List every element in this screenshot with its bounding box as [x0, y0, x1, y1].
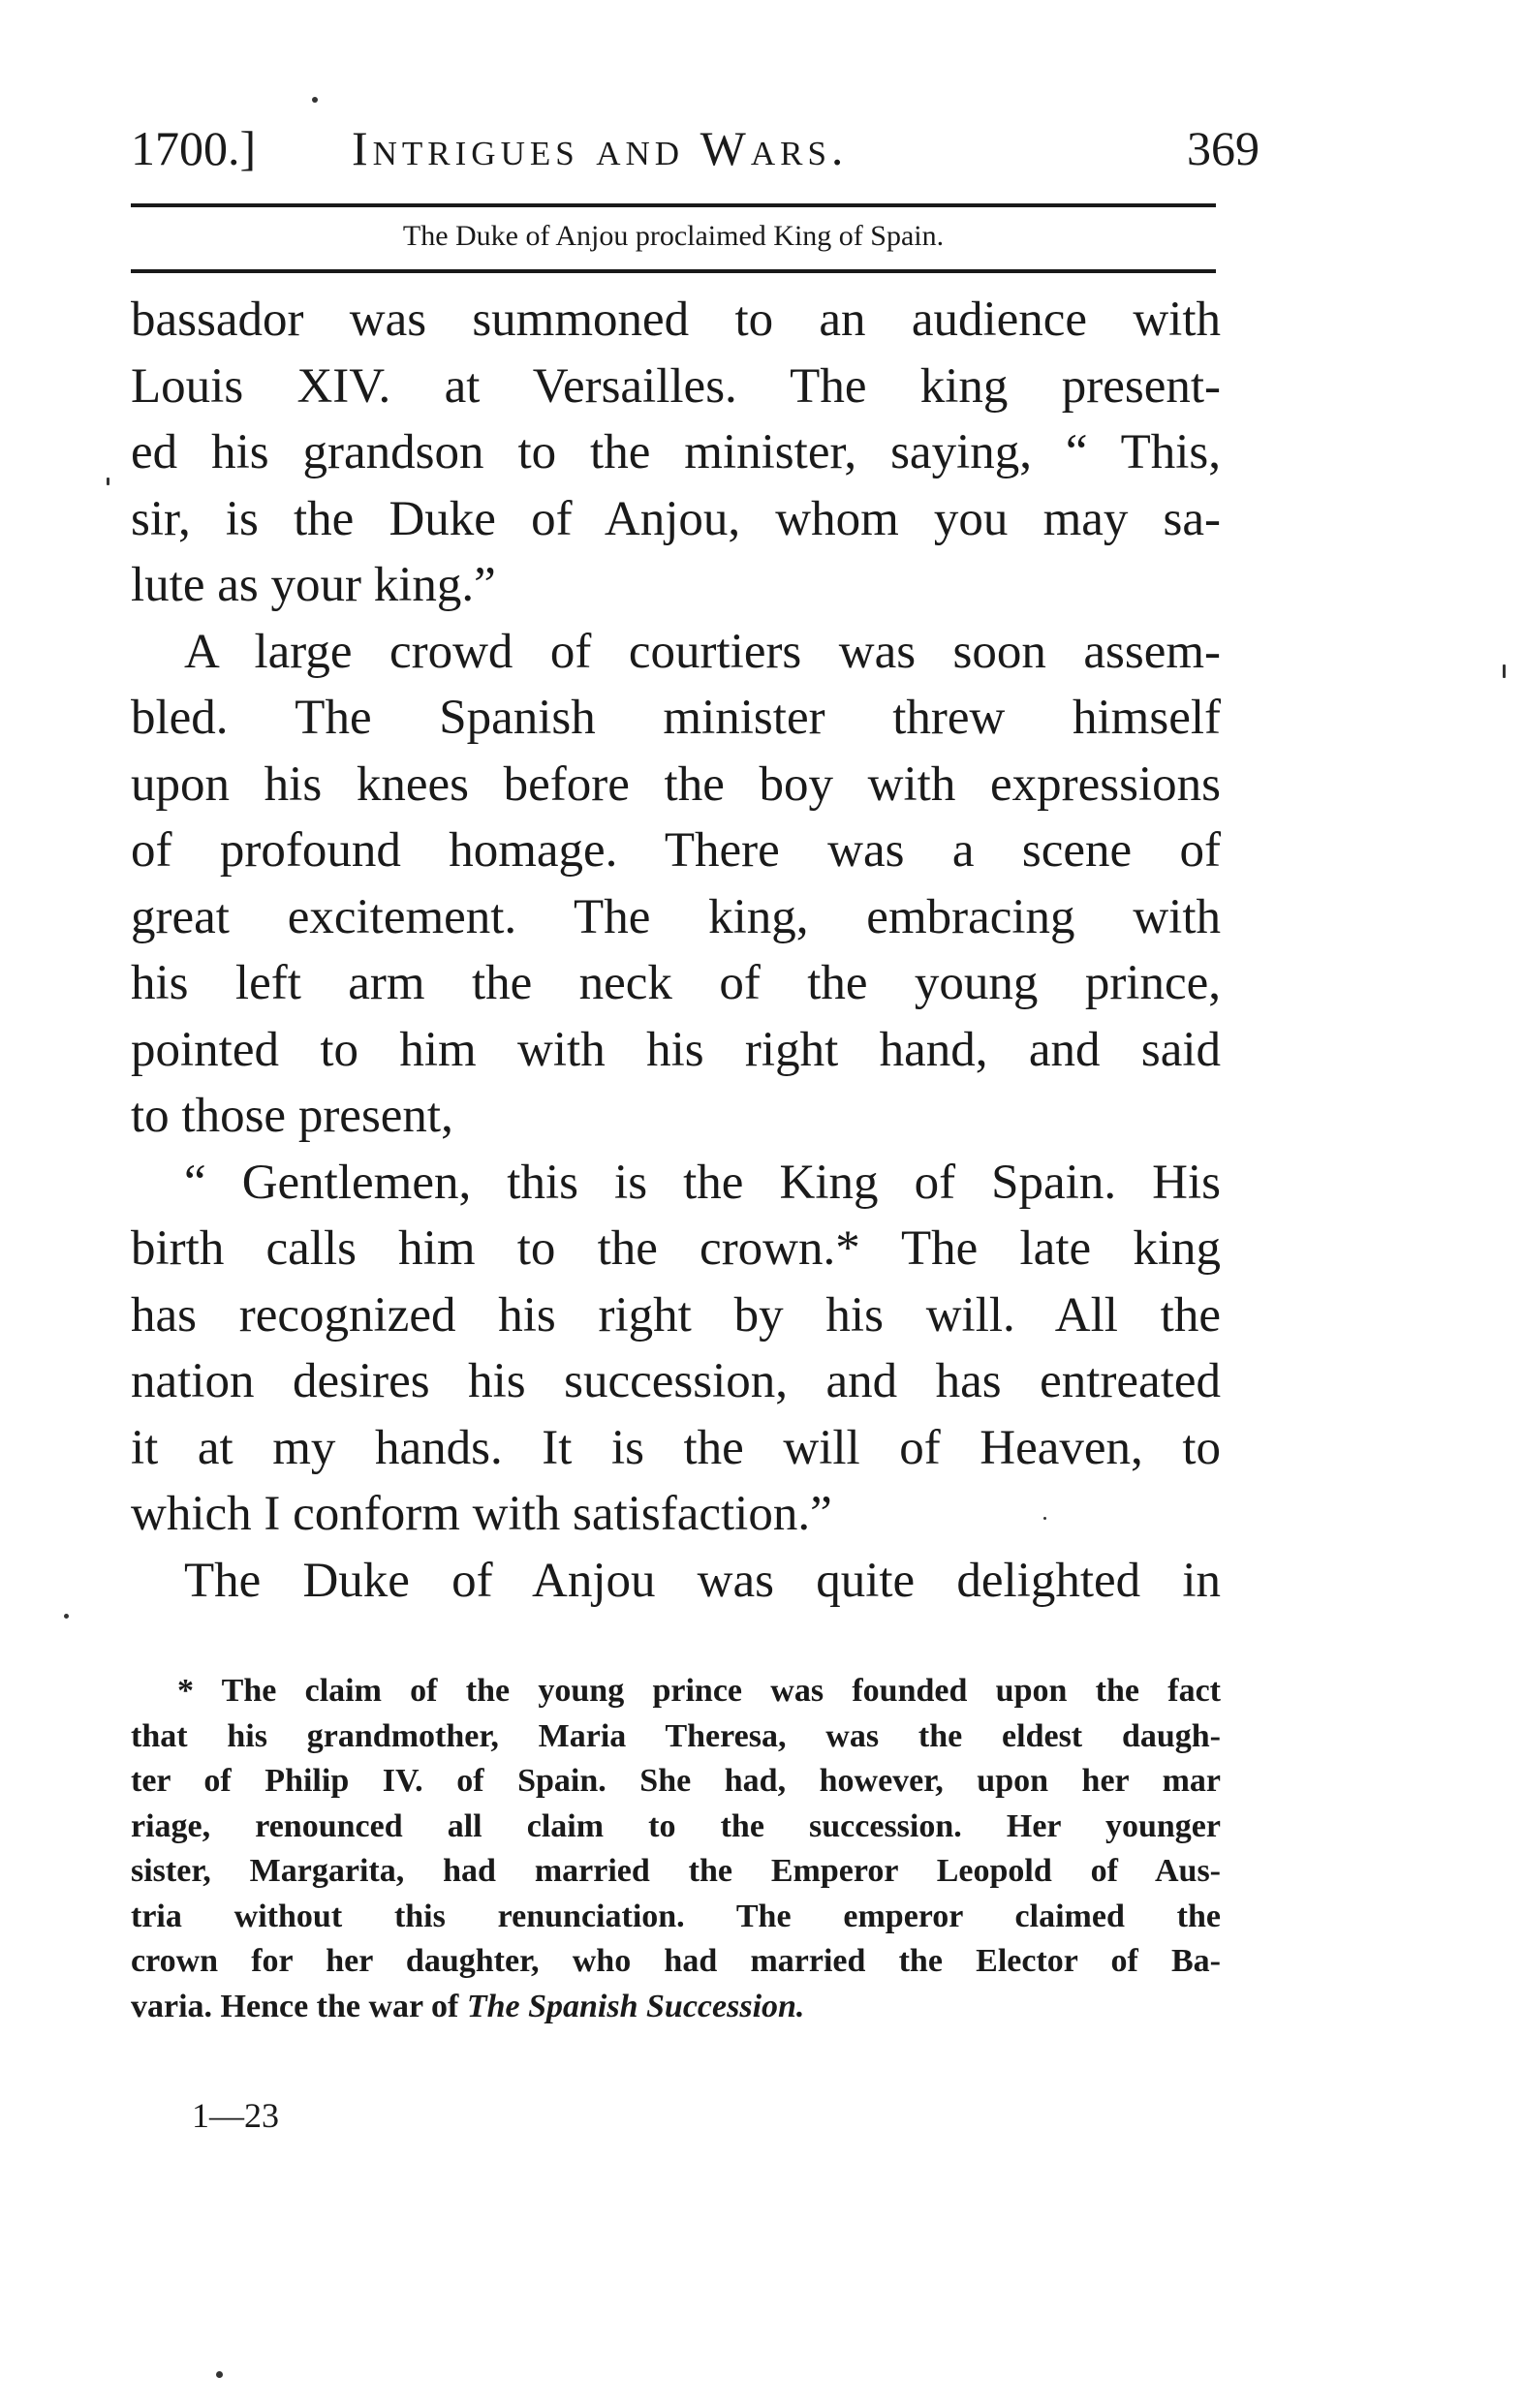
- body-line: pointed to him with his right hand, and said: [131, 1022, 1221, 1077]
- footnote-line: that his grandmother, Maria Theresa, was the eldest daugh-: [131, 1717, 1221, 1754]
- footnote: [131, 1669, 1221, 2029]
- running-head-title: Intrigues and Wars.: [352, 121, 849, 175]
- signature-mark: 1—23: [192, 2096, 279, 2135]
- body-line: nation desires his succession, and has entreated: [131, 1354, 1221, 1408]
- body-line: ed his grandson to the minister, saying, “ This,: [131, 425, 1221, 479]
- print-speck: [107, 478, 109, 485]
- footnote-line: sister, Margarita, had married the Emperor Leopold of Aus-: [131, 1853, 1221, 1889]
- body-line: it at my hands. It is the will of Heaven, to: [131, 1420, 1221, 1475]
- print-speck: [1043, 1517, 1046, 1520]
- body-line: of profound homage. There was a scene of: [131, 823, 1221, 878]
- print-speck: [216, 2371, 223, 2378]
- top-rule: [131, 203, 1216, 207]
- body-line: sir, is the Duke of Anjou, whom you may sa-: [131, 491, 1221, 546]
- body-line: to those present,: [131, 1089, 453, 1143]
- footnote-line: tria without this renunciation. The emperor claimed the: [131, 1898, 1221, 1934]
- section-subheading: The Duke of Anjou proclaimed King of Spain.: [402, 220, 945, 252]
- body-line: has recognized his right by his will. All the: [131, 1287, 1221, 1343]
- footnote-line: riage, renounced all claim to the succession. Her younger: [131, 1807, 1221, 1844]
- body-line: which I conform with satisfaction.”: [131, 1487, 832, 1541]
- print-speck: [64, 1614, 69, 1619]
- footnote-line: [131, 1985, 1221, 2030]
- footnote-italic-title: The Spanish Succession.: [466, 1988, 805, 2024]
- body-line: A large crowd of courtiers was soon assem-: [184, 624, 1221, 679]
- body-text: [131, 287, 1221, 1614]
- footnote-line: ter of Philip IV. of Spain. She had, however, upon her mar: [131, 1763, 1221, 1799]
- body-line: The Duke of Anjou was quite delighted in: [184, 1553, 1221, 1608]
- body-line: lute as your king.”: [131, 558, 496, 612]
- footnote-line: * The claim of the young prince was founded upon the fact: [177, 1673, 1221, 1709]
- body-line: great excitement. The king, embracing with: [131, 889, 1221, 944]
- page-number: 369: [1187, 121, 1260, 175]
- body-line: his left arm the neck of the young prince,: [131, 956, 1221, 1010]
- footnote-text: varia. Hence the war of: [131, 1988, 467, 2024]
- print-speck: [312, 97, 318, 103]
- footnote-line: crown for her daughter, who had married the Elector of Ba-: [131, 1943, 1221, 1979]
- running-head-year: 1700.]: [131, 121, 257, 175]
- body-line: bled. The Spanish minister threw himself: [131, 691, 1221, 745]
- running-head: [131, 114, 1260, 182]
- body-line: “ Gentlemen, this is the King of Spain. His: [184, 1155, 1221, 1210]
- body-line: Louis XIV. at Versailles. The king present-: [131, 358, 1221, 414]
- body-line: bassador was summoned to an audience with: [131, 293, 1221, 347]
- bottom-rule: [131, 269, 1216, 273]
- body-line: birth calls him to the crown.* The late king: [131, 1221, 1221, 1276]
- body-line: upon his knees before the boy with expressions: [131, 756, 1221, 812]
- print-speck: [1503, 664, 1506, 678]
